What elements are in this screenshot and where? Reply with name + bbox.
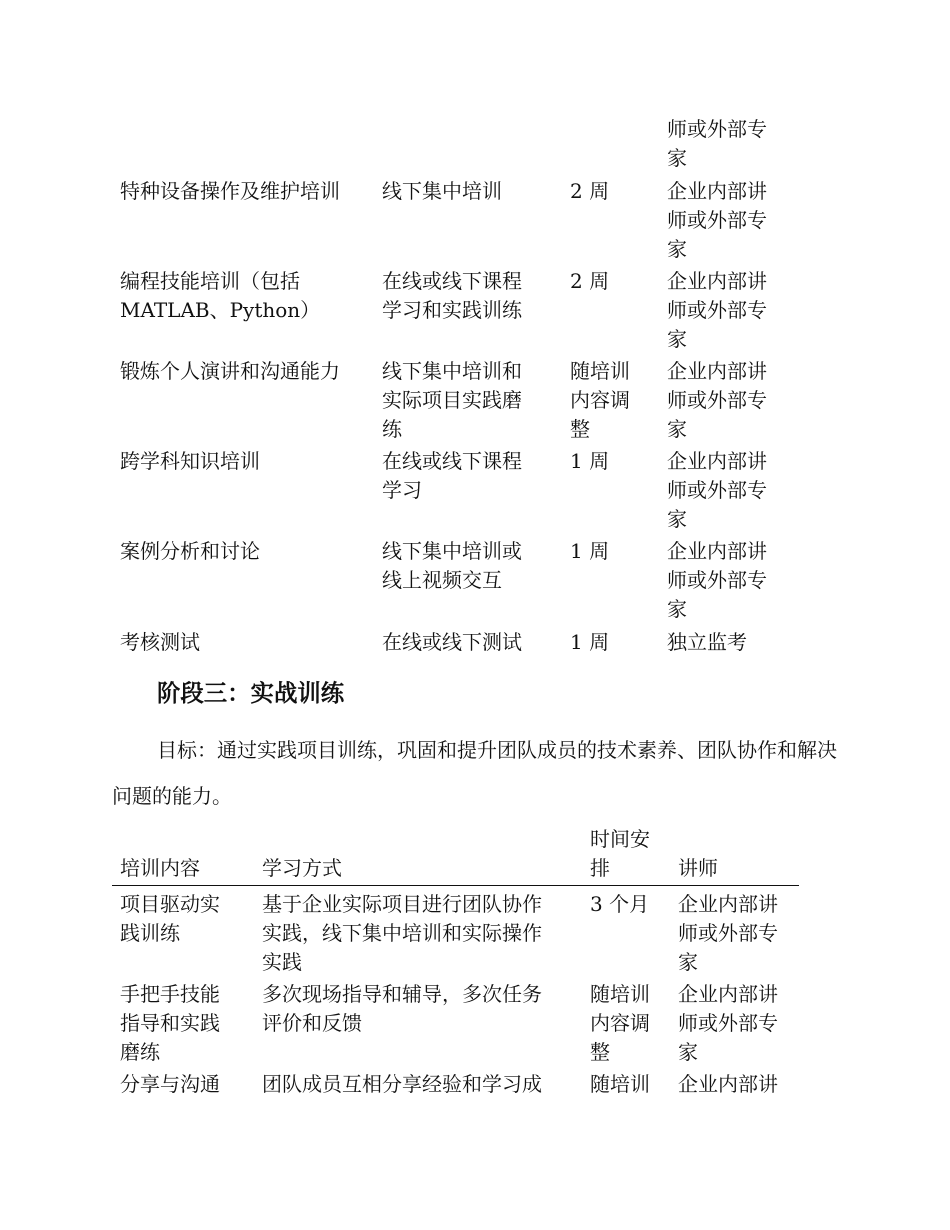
table-cell-time: 随培训 内容调 整 xyxy=(570,359,630,441)
table-cell-time: 1 周 xyxy=(570,630,610,654)
table-cell-teacher: 独立监考 xyxy=(667,630,747,654)
table-cell-method: 线下集中培训或 线上视频交互 xyxy=(382,539,522,592)
table-header-content: 培训内容 xyxy=(120,856,200,880)
table-cell-teacher: 企业内部讲 师或外部专 家 xyxy=(678,892,778,974)
table-cell-content: 锻炼个人演讲和沟通能力 xyxy=(120,359,340,383)
table-cell-time: 3 个月 xyxy=(590,892,650,916)
table-cell-content: 分享与沟通 xyxy=(120,1072,220,1096)
table-cell-content: 考核测试 xyxy=(120,630,200,654)
section-goal-paragraph: 目标：通过实践项目训练，巩固和提升团队成员的技术素养、团队协作和解决问题的能力。 xyxy=(112,738,837,808)
table-cell-method: 在线或线下测试 xyxy=(382,630,522,654)
table-cell-teacher: 企业内部讲 师或外部专 家 xyxy=(667,269,767,351)
table-cell-method: 线下集中培训 xyxy=(382,179,502,203)
table-cell-teacher: 企业内部讲 师或外部专 家 xyxy=(667,179,767,261)
table-cell-method: 在线或线下课程 学习和实践训练 xyxy=(382,269,522,322)
table-cell-content: 跨学科知识培训 xyxy=(120,449,260,473)
table-cell-content: 项目驱动实 践训练 xyxy=(120,892,220,945)
table-cell-method: 线下集中培训和 实际项目实践磨 练 xyxy=(382,359,522,441)
table-header-teacher: 讲师 xyxy=(678,856,718,880)
table-cell-method: 团队成员互相分享经验和学习成 xyxy=(262,1072,542,1096)
section-heading: 阶段三：实战训练 xyxy=(157,679,345,707)
table-cell-teacher: 企业内部讲 师或外部专 家 xyxy=(667,359,767,441)
table-cell-time: 随培训 内容调 整 xyxy=(590,982,650,1064)
table-cell-method: 在线或线下课程 学习 xyxy=(382,449,522,502)
table-cell-teacher: 企业内部讲 师或外部专 家 xyxy=(667,539,767,621)
table-cell-time: 1 周 xyxy=(570,449,610,473)
table-cell-time: 随培训 xyxy=(590,1072,650,1096)
table-cell-teacher-continued: 师或外部专 家 xyxy=(667,117,767,170)
table-cell-teacher: 企业内部讲 xyxy=(678,1072,778,1096)
table-cell-time: 2 周 xyxy=(570,179,610,203)
table-cell-content: 特种设备操作及维护培训 xyxy=(120,179,340,203)
table-cell-time: 1 周 xyxy=(570,539,610,563)
table-header-time: 时间安 排 xyxy=(590,827,650,880)
table-cell-time: 2 周 xyxy=(570,269,610,293)
table-cell-teacher: 企业内部讲 师或外部专 家 xyxy=(678,982,778,1064)
table-cell-content: 案例分析和讨论 xyxy=(120,539,260,563)
table-cell-content: 编程技能培训（包括 MATLAB、Python） xyxy=(120,269,321,322)
table-cell-method: 多次现场指导和辅导，多次任务 评价和反馈 xyxy=(262,982,542,1035)
table-cell-content: 手把手技能 指导和实践 磨练 xyxy=(120,982,220,1064)
table-cell-method: 基于企业实际项目进行团队协作 实践，线下集中培训和实际操作 实践 xyxy=(262,892,542,974)
table-header-divider xyxy=(112,885,799,886)
table-cell-teacher: 企业内部讲 师或外部专 家 xyxy=(667,449,767,531)
table-header-method: 学习方式 xyxy=(262,856,342,880)
